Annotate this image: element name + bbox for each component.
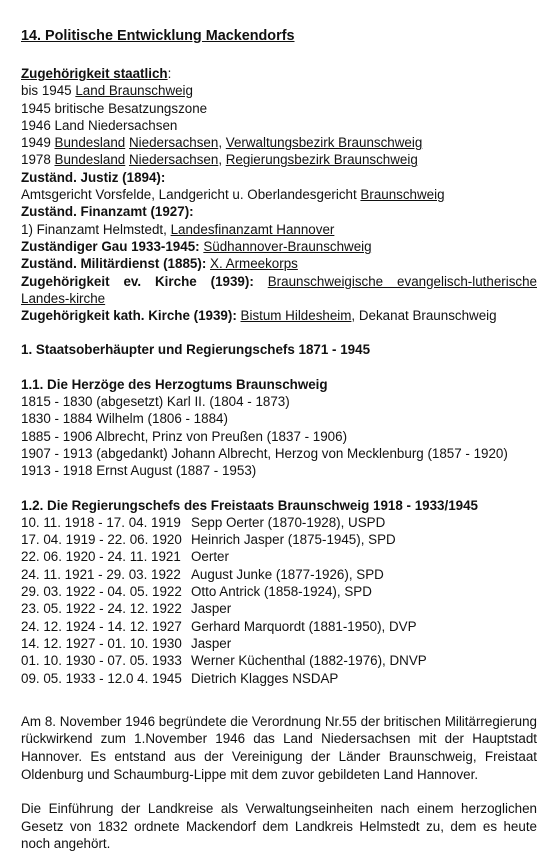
name-cell: Otto Antrick (1858-1924), SPD [191, 584, 372, 600]
link-x-armeekorps[interactable]: X. Armeekorps [210, 256, 298, 272]
spacer [21, 359, 537, 376]
kirche-ev-label: Zugehörigkeit ev. Kirche (1939) [21, 273, 250, 289]
document-page [21, 27, 537, 853]
table-row [21, 600, 427, 617]
justiz-label: Zuständ. Justiz (1894) [21, 169, 161, 185]
paragraph-verordnung: Am 8. November 1946 begründete die Verordnung Nr.55 der britischen Militärregierung rückwirkend zum 1.November 1946 das Land Niedersachsen mit der Hauptstadt Hannover. Es entstand aus der Vereinigung der Länder Braunschweig, Freistaat Oldenburg und Schaumburg-Lippe mit dem zuvor gebildeten Land Hannover. [21, 713, 537, 782]
table-row [21, 635, 427, 652]
finanzamt-text: 1) Finanzamt Helmstedt, [21, 221, 171, 237]
dates-cell: 29. 03. 1922 - 04. 05. 1922 [21, 584, 182, 600]
gau-entry [21, 238, 537, 255]
finanzamt-entry [21, 221, 537, 238]
justiz-heading [21, 169, 537, 186]
justiz-text: Amtsgericht Vorsfelde, Landgericht u. Oberlandesgericht [21, 187, 361, 203]
name-cell: Heinrich Jasper (1875-1945), SPD [191, 532, 396, 548]
link-verwaltungsbezirk-braunschweig[interactable]: Verwaltungsbezirk Braunschweig [225, 135, 423, 151]
table-row [21, 566, 427, 583]
link-braunschweigische-landeskirche[interactable]: Braunschweigische evangelisch-lutherische Landes-kirche [21, 273, 537, 306]
colon: : [201, 256, 207, 272]
table-row [21, 531, 427, 548]
link-niedersachsen[interactable]: Niedersachsen [128, 135, 219, 151]
name-cell: Gerhard Marquordt (1881-1950), DVP [191, 618, 417, 634]
justiz-entry [21, 186, 537, 203]
spacer [21, 687, 537, 713]
dates-cell: 22. 06. 1920 - 24. 11. 1921 [21, 549, 181, 565]
dates-cell: 10. 11. 1918 - 17. 04. 1919 [21, 514, 181, 530]
dates-cell: 01. 10. 1930 - 07. 05. 1933 [21, 653, 182, 669]
link-land-braunschweig[interactable]: Land Braunschweig [75, 83, 193, 99]
zugehoerigkeit-heading [21, 65, 537, 82]
list-item: 1830 - 1884 Wilhelm (1806 - 1884) [21, 411, 228, 427]
dates-cell: 24. 11. 1921 - 29. 03. 1922 [21, 566, 181, 582]
zugehoerigkeit-label: Zugehörigkeit staatlich [21, 66, 168, 81]
dates-cell: 24. 12. 1924 - 14. 12. 1927 [21, 618, 182, 634]
list-item: 1913 - 1918 Ernst August (1887 - 1953) [21, 463, 257, 479]
table-row [21, 583, 427, 600]
colon: : [160, 169, 166, 185]
table-row [21, 670, 427, 687]
colon: : [189, 204, 194, 220]
militaer-entry [21, 255, 537, 272]
regierungschefs-table [21, 514, 427, 687]
name-cell: Jasper [191, 601, 232, 617]
link-braunschweig[interactable]: Braunschweig [360, 187, 445, 203]
link-suedhannover-braunschweig[interactable]: Südhannover-Braunschweig [203, 238, 372, 254]
dates-cell: 14. 12. 1927 - 01. 10. 1930 [21, 635, 182, 651]
section-1-2-heading: 1.2. Die Regierungschefs des Freistaats Braunschweig 1918 - 1933/1945 [21, 497, 478, 513]
colon: : [249, 273, 254, 289]
gau-label: Zuständiger Gau 1933-1945 [21, 238, 196, 254]
table-row [21, 548, 427, 565]
name-cell: August Junke (1877-1926), SPD [191, 566, 384, 582]
entry-1949: 1949 Bundesland Niedersachsen, Verwaltungsbezirk Braunschweig [21, 135, 423, 151]
paragraph-landkreise: Die Einführung der Landkreise als Verwaltungseinheiten nach einem herzoglichen Gesetz von 1832 ordnete Mackendorf dem Landkreis Helmstedt zu, dem es heute noch angehört. [21, 801, 537, 852]
spacer [21, 480, 537, 497]
entry-text: 1978 [21, 152, 55, 168]
finanzamt-label: Zuständ. Finanzamt (1927) [21, 204, 190, 220]
spacer [21, 324, 537, 341]
entry-bis-1945 [21, 82, 537, 99]
entry-text: 1949 [21, 135, 55, 151]
section-1-1-heading: 1.1. Die Herzöge des Herzogtums Braunschweig [21, 376, 328, 392]
name-cell: Werner Küchenthal (1882-1976), DNVP [191, 653, 427, 669]
table-row [21, 652, 427, 669]
dates-cell: 09. 05. 1933 - 12.0 4. 1945 [21, 670, 182, 686]
name-cell: Dietrich Klagges NSDAP [191, 670, 339, 686]
dates-cell: 23. 05. 1922 - 24. 12. 1922 [21, 601, 182, 617]
name-cell: Oerter [191, 549, 229, 565]
kirche-kath-rest: , Dekanat Braunschweig [351, 308, 497, 324]
section-1-heading: 1. Staatsoberhäupter und Regierungschefs 1871 - 1945 [21, 342, 371, 358]
link-bistum-hildesheim[interactable]: Bistum Hildesheim [240, 308, 352, 324]
link-bundesland[interactable]: Bundesland [54, 135, 126, 151]
list-item: 1907 - 1913 (abgedankt) Johann Albrecht, Herzog von Mecklenburg (1857 - 1920) [21, 445, 508, 461]
link-niedersachsen[interactable]: Niedersachsen [128, 152, 219, 168]
militaer-label: Zuständ. Militärdienst (1885) [21, 256, 202, 272]
link-landesfinanzamt-hannover[interactable]: Landesfinanzamt Hannover [170, 221, 335, 237]
colon: : [232, 308, 237, 324]
link-regierungsbezirk-braunschweig[interactable]: Regierungsbezirk Braunschweig [225, 152, 418, 168]
link-bundesland[interactable]: Bundesland [54, 152, 126, 168]
page-title: 14. Politische Entwicklung Mackendorfs [21, 28, 295, 44]
entry-1946: 1946 Land Niedersachsen [21, 117, 178, 133]
finanzamt-heading [21, 203, 537, 220]
spacer [21, 783, 537, 800]
kirche-kath-entry [21, 307, 537, 324]
colon: : [167, 66, 172, 81]
list-item: 1885 - 1906 Albrecht, Prinz von Preußen (1837 - 1906) [21, 428, 348, 444]
kirche-ev-entry [21, 273, 537, 308]
list-item: 1815 - 1830 (abgesetzt) Karl II. (1804 - 1873) [21, 394, 290, 410]
kirche-kath-label: Zugehörigkeit kath. Kirche (1939) [21, 308, 233, 324]
dates-cell: 17. 04. 1919 - 22. 06. 1920 [21, 532, 182, 548]
entry-1978: 1978 Bundesland Niedersachsen, Regierungsbezirk Braunschweig [21, 152, 418, 168]
name-cell: Sepp Oerter (1870-1928), USPD [191, 514, 386, 530]
name-cell: Jasper [191, 635, 232, 651]
table-row [21, 618, 427, 635]
entry-1945: 1945 britische Besatzungszone [21, 100, 208, 116]
colon: : [195, 238, 200, 254]
entry-text: bis 1945 [21, 83, 76, 99]
table-row [21, 514, 427, 531]
